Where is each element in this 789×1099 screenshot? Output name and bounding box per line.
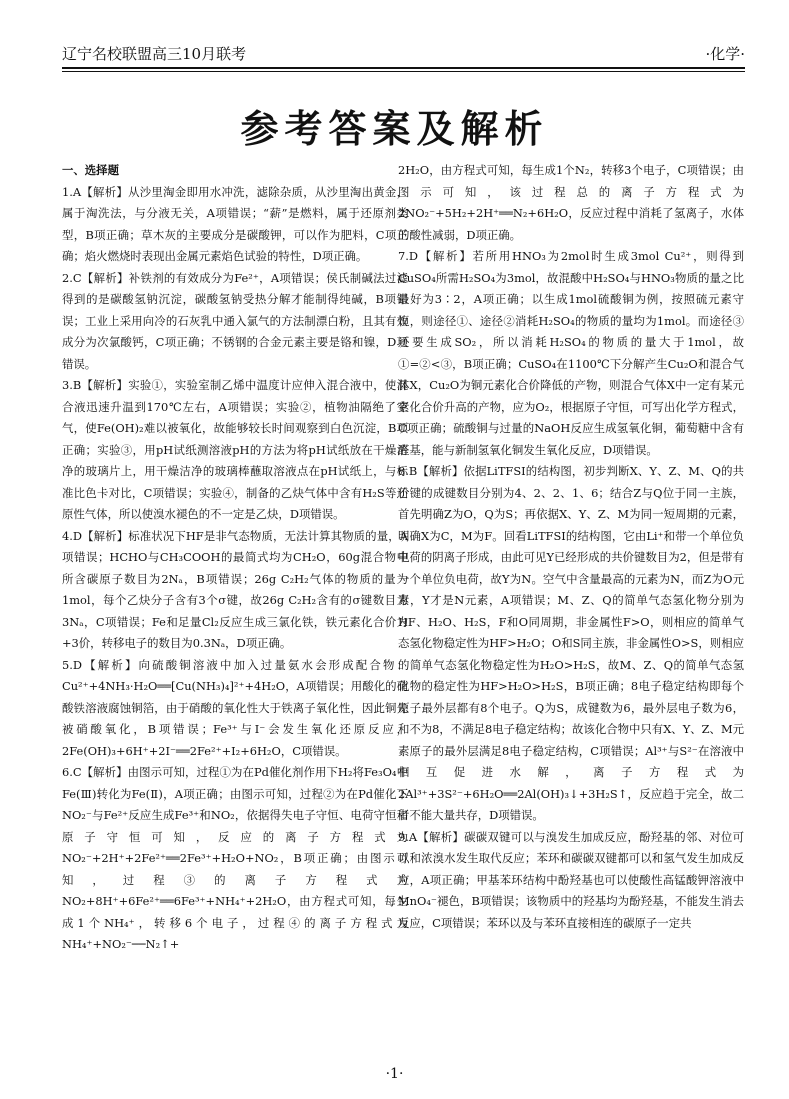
answer-4: 4.D【解析】标准状况下HF是非气态物质，无法计算其物质的量，A项错误；HCHO与CH₃COOH的最简式均为CH₂O，60g混合物中所含碳原子数目为2Nₐ，B项错误；26g C₂H₂气体的物质的量为1mol，每个乙炔分子含有3个σ键，故26g C₂H₂含有的σ键数目为3Nₐ，C项错误；Fe和足量Cl₂反应生成三氯化铁，铁元素化合价为+3价，转移电子的数目为0.3Nₐ，D项正确。 <box>62 528 408 650</box>
page-title: 参考答案及解析 <box>240 107 549 151</box>
answer-3: 3.B【解析】实验①，实验室制乙烯中温度计应伸入混合液中，使混合液迅速升温到170℃左右，A项错误；实验②，植物油隔绝了空气，使Fe(OH)₂难以被氧化，故能够较长时间观察到白色沉淀，B项正确；实验③，用pH试纸测溶液pH的方法为将pH试纸放在干燥洁净的玻璃片上，用干燥洁净的玻璃棒蘸取溶液点在pH试纸上，与标准比色卡对比，C项错误；实验④，制备的乙炔气体中含有H₂S等还原性气体，所以使溴水褪色的不一定是乙炔，D项错误。 <box>62 378 408 521</box>
answer-8: 8.B【解析】依据LiTFSI的结构图，初步判断X、Y、Z、M、Q的共价键的成键数目分别为4、2、2、1、6；结合Z与Q位于同一主族，首先明确Z为O，Q为S；再依据X、Y、Z、M为同一短周期的元素，明确X为C，M为F。回看LiTFSI的结构图，它由Li⁺和带一个单位负电荷的阴离子形成，由此可见Y已经形成的共价键数目为2，但是带有一个单位负电荷，故Y为N。空气中含量最高的元素为N，而Z为O元素，Y才是N元素，A项错误；M、Z、Q的简单气态氢化物分别为HF、H₂O、H₂S，F和O同周期，非金属性F>O，则相应的简单气态氢化物稳定性为HF>H₂O；O和S同主族，非金属性O>S，则相应的简单气态氢化物稳定性为H₂O>H₂S，故M、Z、Q的简单气态氢化物的稳定性为HF>H₂O>H₂S，B项正确；8电子稳定结构即每个原子最外层都有8个电子。Q为S，成键数为6，最外层电子数为6，和不为8，不满足8电子稳定结构；故该化合物中只有X、Y、Z、M元素原子的最外层满足8电子稳定结构，C项错误；Al³⁺与S²⁻在溶液中相互促进水解，离子方程式为2Al³⁺+3S²⁻+6H₂O══2Al(OH)₃↓+3H₂S↑，反应趋于完全，故二者不能大量共存，D项错误。 <box>398 464 744 822</box>
page-header <box>62 40 745 64</box>
section-heading: 一、选择题 <box>62 163 119 177</box>
answer-6: 6.C【解析】由图示可知，过程①为在Pd催化剂作用下H₂将Fe₃O₄中Fe(Ⅲ)转化为Fe(Ⅱ)，A项正确；由图示可知，过程②为在Pd催化下NO₂⁻与Fe²⁺反应生成Fe³⁺和NO₂，依据得失电子守恒、电荷守恒和原子守恒可知，反应的离子方程式为NO₂⁻+2H⁺+2Fe²⁺══2Fe³⁺+H₂O+NO₂，B项正确；由图示可知，过程③的离子方程式为NO₂+8H⁺+6Fe²⁺══6Fe³⁺+NH₄⁺+2H₂O，由方程式可知，每生成1个NH₄⁺，转移6个电子，过程④的离子方程式为NH₄⁺+NO₂⁻──N₂↑+ <box>62 765 408 951</box>
answer-7: 7.D【解析】若所用HNO₃为2mol时生成3mol Cu²⁺，则得到CuSO₄所需H₂SO₄为3mol，故混酸中H₂SO₄与HNO₃物质的量之比最好为3∶2，A项正确；以生成1mol硫酸铜为例，按照硫元素守恒，则途径①、途径②消耗H₂SO₄的物质的量均为1mol。而途径③还要生成SO₂，所以消耗H₂SO₄的物质的量大于1mol，故①=②<③，B项正确；CuSO₄在1100℃下分解产生Cu₂O和混合气体X，Cu₂O为铜元素化合价降低的产物，则混合气体X中一定有某元素化合价升高的产物，应为O₂，根据原子守恒，可写出化学方程式，C项正确；硫酸铜与过量的NaOH反应生成氢氧化铜，葡萄糖中含有醛基，能与新制氢氧化铜发生氧化反应，D项错误。 <box>398 249 744 457</box>
right-column <box>398 160 744 934</box>
answer-5: 5.D【解析】向硫酸铜溶液中加入过量氨水会形成配合物：Cu²⁺+4NH₃·H₂O══[Cu(NH₃)₄]²⁺+4H₂O，A项错误；用酸化的硝酸铁溶液腐蚀铜箔，由于硝酸的氧化性大于铁离子氧化性，因此铜先被硝酸氧化，B项错误；Fe³⁺与I⁻会发生氧化还原反应，2Fe(OH)₃+6H⁺+2I⁻══2Fe²⁺+I₂+6H₂O，C项错误。 <box>62 657 408 758</box>
answer-2: 2.C【解析】补铁剂的有效成分为Fe²⁺，A项错误；侯氏制碱法过滤得到的是碳酸氢钠沉淀，碳酸氢钠受热分解才能制得纯碱，B项错误；工业上采用向冷的石灰乳中通入氯气的方法制漂白粉，且其有效成分为次氯酸钙，C项正确；不锈钢的合金元素主要是铬和镍，D项错误。 <box>62 270 408 371</box>
answer-9: 9.A【解析】碳碳双键可以与溴发生加成反应，酚羟基的邻、对位可以和浓溴水发生取代反应；苯环和碳碳双键都可以和氢气发生加成反应，A项正确；甲基苯环结构中酚羟基也可以使酸性高锰酸钾溶液中MnO₄⁻褪色，B项错误；该物质中的羟基均为酚羟基，不能发生消去反应，C项错误；苯环以及与苯环直接相连的碳原子一定共 <box>398 829 744 930</box>
left-column <box>62 160 408 956</box>
exam-name: 辽宁名校联盟高三10月联考 <box>62 45 247 63</box>
subject-label: ·化学· <box>705 45 745 63</box>
answer-1: 1.A【解析】从沙里淘金即用水冲洗，滤除杂质，从沙里淘出黄金，属于淘洗法，与分液无关，A项错误；“薪”是燃料，属于还原剂类型，B项正确；草木灰的主要成分是碳酸钾，可以作为肥料，C项正确；焰火燃烧时表现出金属元素焰色试验的特性，D项正确。 <box>62 184 408 263</box>
answer-6-continued: 2H₂O，由方程式可知，每生成1个N₂，转移3个电子，C项错误；由图示可知，该过程总的离子方程式为2NO₂⁻+5H₂+2H⁺══N₂+6H₂O，反应过程中消耗了氢离子，水体的酸性减弱，D项正确。 <box>398 163 744 242</box>
page-number: ·1· <box>385 1066 404 1082</box>
header-rule <box>62 67 745 72</box>
